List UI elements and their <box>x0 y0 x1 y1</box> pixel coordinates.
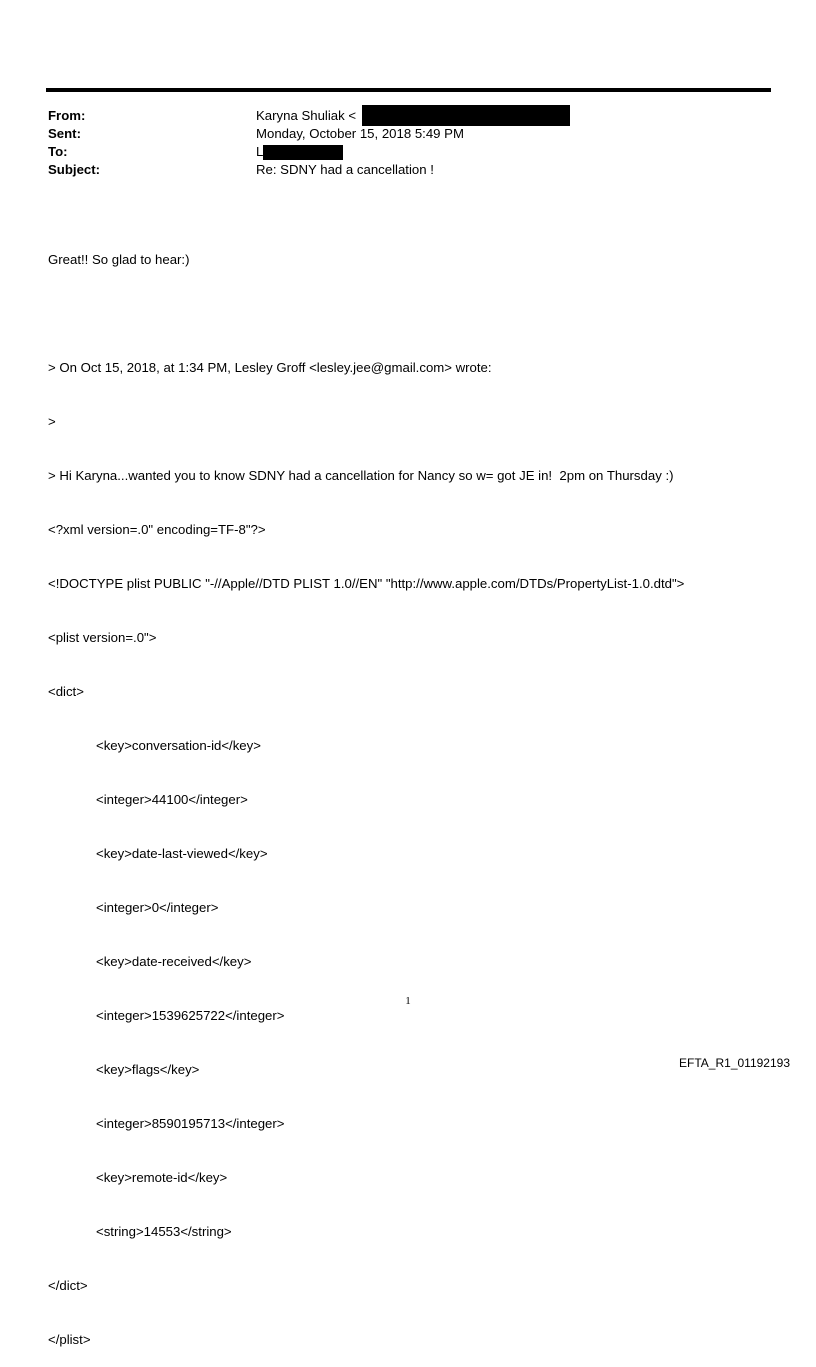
from-name: Karyna Shuliak < <box>256 108 357 123</box>
sent-row <box>48 125 768 143</box>
to-value <box>256 143 343 161</box>
to-row <box>48 143 768 161</box>
from-row <box>48 107 768 125</box>
xml-line: <integer>44100</integer> <box>96 792 248 807</box>
subject-label: Subject: <box>48 162 101 177</box>
xml-line: <key>flags</key> <box>96 1062 200 1077</box>
xml-line: <integer>8590195713</integer> <box>96 1116 285 1131</box>
from-label: From: <box>48 108 86 123</box>
xml-line: <integer>1539625722</integer> <box>96 1008 285 1023</box>
xml-line: <key>remote-id</key> <box>96 1170 228 1185</box>
subject-value: Re: SDNY had a cancellation ! <box>256 162 434 177</box>
subject-row <box>48 161 768 179</box>
xml-line: <plist version=.0"> <box>48 630 157 645</box>
xml-line: <key>date-received</key> <box>96 954 252 969</box>
xml-line: </plist> <box>48 1332 91 1347</box>
quoted-line: > On Oct 15, 2018, at 1:34 PM, Lesley Groff <lesley.jee@gmail.com> wrote: <box>48 360 492 375</box>
xml-line: <key>conversation-id</key> <box>96 738 261 753</box>
page-number: 1 <box>405 995 411 1007</box>
blank-line <box>48 305 788 323</box>
document-id: EFTA_R1_01192193 <box>679 1056 790 1070</box>
email-body <box>48 215 788 1367</box>
xml-line: <key>date-last-viewed</key> <box>96 846 268 861</box>
redaction-box <box>362 105 570 126</box>
xml-line: <integer>0</integer> <box>96 900 219 915</box>
xml-line: </dict> <box>48 1278 88 1293</box>
xml-line: <string>14553</string> <box>96 1224 232 1239</box>
to-name: L <box>256 144 264 159</box>
quoted-line: > Hi Karyna...wanted you to know SDNY had a cancellation for Nancy so w= got JE in! 2pm on Thursday :) <box>48 468 674 483</box>
sent-label: Sent: <box>48 126 81 141</box>
from-value <box>256 107 570 126</box>
header-divider <box>46 88 771 92</box>
sent-value: Monday, October 15, 2018 5:49 PM <box>256 126 464 141</box>
xml-line: <!DOCTYPE plist PUBLIC "-//Apple//DTD PLIST 1.0//EN" "http://www.apple.com/DTDs/PropertyList-1.0.dtd"> <box>48 576 685 591</box>
email-header <box>48 107 768 179</box>
to-label: To: <box>48 144 68 159</box>
body-line: Great!! So glad to hear:) <box>48 252 190 267</box>
quoted-line: > <box>48 414 56 429</box>
redaction-box <box>263 145 343 160</box>
xml-line: <?xml version=.0" encoding=TF-8"?> <box>48 522 266 537</box>
xml-line: <dict> <box>48 684 84 699</box>
